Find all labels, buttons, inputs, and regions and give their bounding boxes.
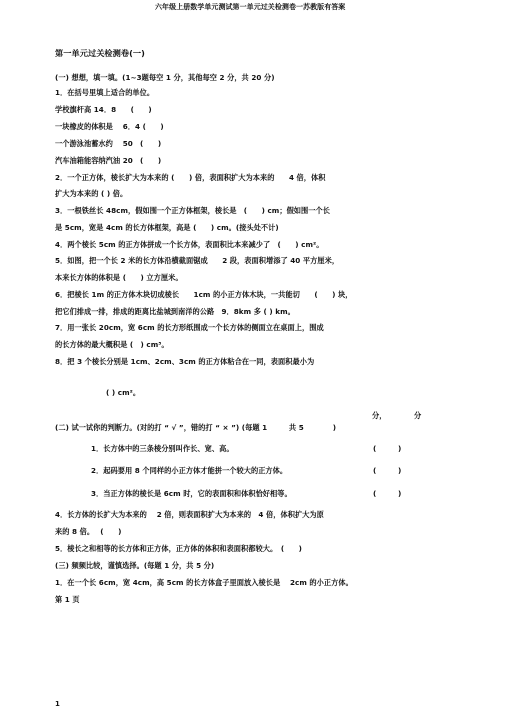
question-6-line1: 6．把棱长 1m 的正方体木块切成棱长 1cm 的小正方体木块，一共能切 ( ) 块， — [55, 290, 353, 299]
question-3-line1: 3．一根铁丝长 48cm，假如围一个正方体框架，棱长是 ( ) cm；假如围一个长 — [55, 206, 330, 215]
judgement-2-paren: ( ) — [373, 466, 402, 475]
question-7-line1: 7．用一张长 20cm，宽 6cm 的长方形纸围成一个长方体的侧面立在桌面上，围成 — [55, 323, 324, 332]
question-8: 8．把 3 个棱长分别是 1cm、2cm、3cm 的正方体粘合在一同，表面积最小为 — [55, 357, 315, 366]
judgement-3: 3．当正方体的棱长是 6cm 时，它的表面积和体积恰好相等。 — [91, 489, 292, 498]
judgement-4-line1: 4．长方体的长扩大为本来的 2 倍，则表面积扩大为本来的 4 倍，体积扩大为原 — [55, 510, 324, 519]
score-fragment: 分， — [372, 411, 387, 420]
question-8-answer: ( ) cm²。 — [106, 388, 141, 397]
page-label: 第 1 页 — [55, 595, 80, 604]
question-1-item: 学校旗杆高 14．8 ( ) — [55, 105, 152, 114]
judgement-1: 1．长方体中的三条棱分别叫作长、宽、高。 — [91, 444, 234, 453]
judgement-3-paren: ( ) — [373, 489, 402, 498]
question-2-line2: 扩大为本来的 ( ) 倍。 — [55, 189, 128, 198]
judgement-4-line2: 来的 8 倍。 ( ) — [55, 527, 122, 536]
page-number: 1 — [55, 700, 60, 708]
question-2-line1: 2．一个正方体，棱长扩大为本来的 ( ) 倍，表面积扩大为本来的 4 倍，体积 — [55, 173, 326, 182]
question-1: 1．在括号里填上适合的单位。 — [55, 88, 155, 97]
question-3-line2: 是 5cm，宽是 4cm 的长方体框架，高是 ( ) cm。(接头处不计) — [55, 223, 279, 232]
question-5-line1: 5．如图，把一个长 2 米的长方体沿横截面锯成 2 段，表面积增添了 40 平方厘米， — [55, 256, 340, 265]
section1-heading: (一) 想想，填一填。(1~3题每空 1 分，其他每空 2 分，共 20 分) — [55, 73, 275, 82]
choice-1: 1．在一个长 6cm，宽 4cm，高 5cm 的长方体盒子里面放入棱长是 2cm 的小正方体。 — [55, 578, 353, 587]
judgement-5: 5．棱长之和相等的长方体和正方体，正方体的体积和表面积都较大。 ( ) — [55, 544, 302, 553]
question-4: 4．两个棱长 5cm 的正方体拼成一个长方体，表面积比本来减少了 ( ) cm²。 — [55, 240, 324, 249]
question-6-line2: 把它们排成一排，排成的距离比盐城到南洋的公路 9．8km 多 ( ) km。 — [55, 307, 295, 316]
question-1-item: 一块橡皮的体积是 6．4 ( ) — [55, 122, 164, 131]
question-1-item: 一个游泳池蓄水约 50 ( ) — [55, 139, 162, 148]
judgement-1-paren: ( ) — [373, 444, 402, 453]
document-header: 六年级上册数学单元测试第一单元过关检测卷一苏教版有答案 — [155, 3, 346, 11]
section3-heading: (三) 频频比较，谨慎选择。(每题 1 分，共 5 分) — [55, 561, 215, 570]
question-7-line2: 的长方体的最大概积是 ( ) cm³。 — [55, 340, 169, 349]
page-title: 第一单元过关检测卷(一) — [55, 48, 145, 58]
question-1-item: 汽车油箱能容纳汽油 20 ( ) — [55, 156, 162, 165]
judgement-2: 2．起码要用 8 个同样的小正方体才能拼一个较大的正方体。 — [91, 466, 288, 475]
score-fragment: 分 — [414, 411, 422, 420]
question-5-line2: 本来长方体的体积是 ( ) 立方厘米。 — [55, 273, 183, 282]
section2-heading: (二) 试一试你的判断力。(对的打 “ √ ”，错的打 “ × ”) (每题 1 共 5 ) — [55, 423, 337, 432]
